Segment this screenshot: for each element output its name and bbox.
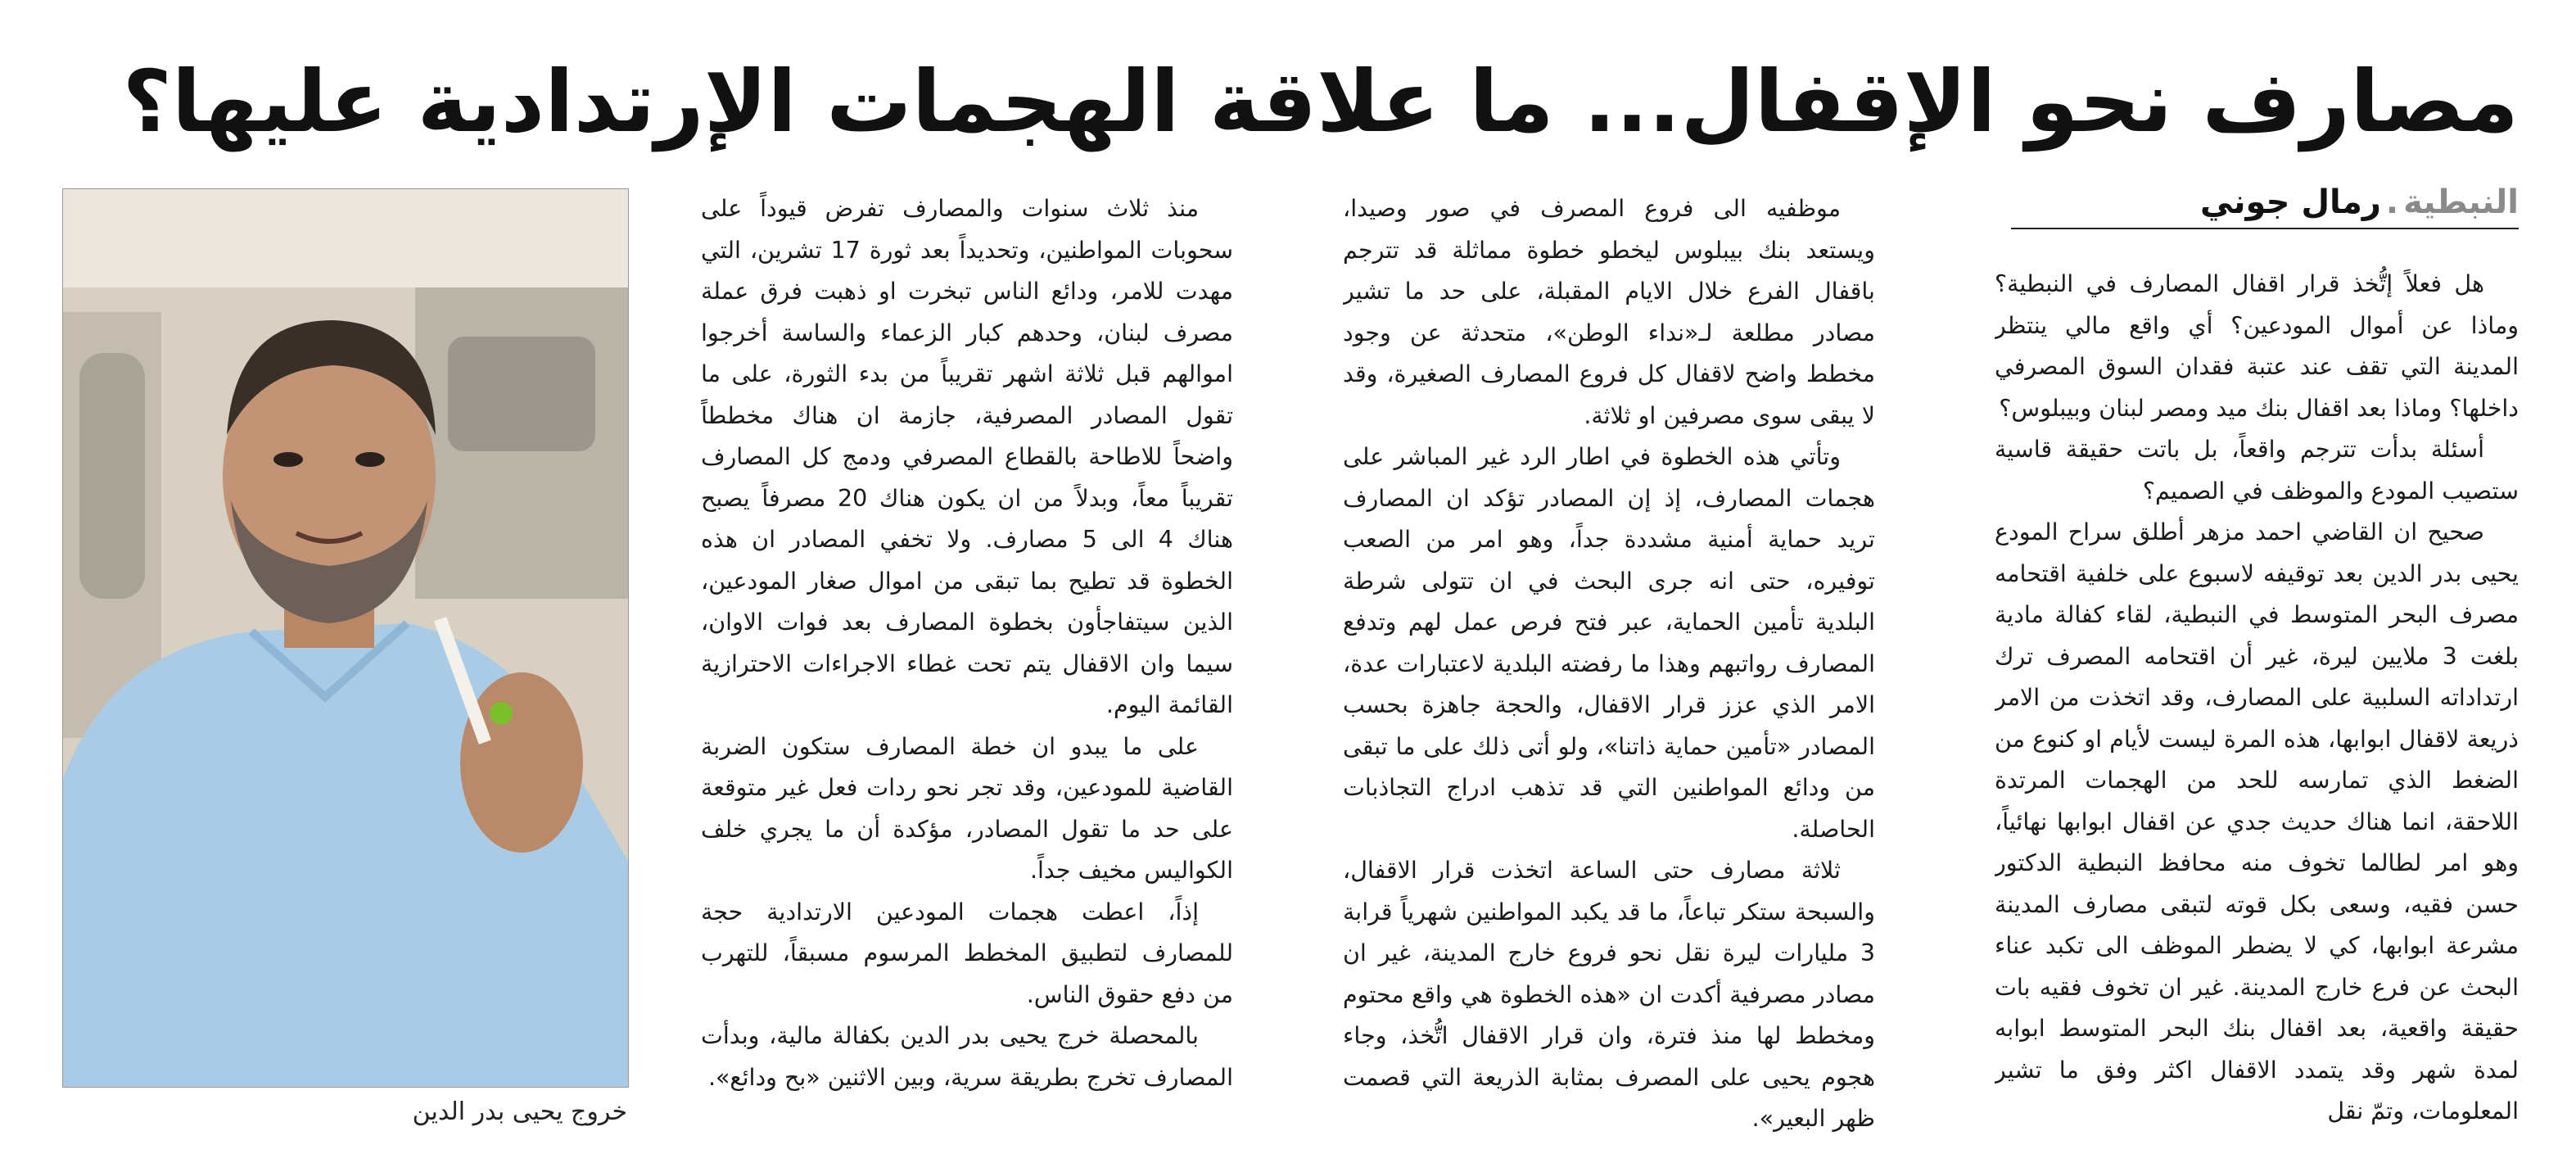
paragraph: أسئلة بدأت تترجم واقعاً، بل باتت حقيقة قاسية ستصيب المودع والموظف في الصميم؟ [1995, 436, 2519, 505]
paragraph: وتأتي هذه الخطوة في اطار الرد غير المباشر على هجمات المصارف، إذ إن المصادر تؤكد ان المصارف تريد حماية أمنية مشددة جداً، وهو امر من الصعب توفيره، حتى انه جرى البحث في ان تتولى شرطة البلدية تأمين الحماية، عبر فتح فرص عمل لهم وتدفع المصارف رواتبهم وهذا ما رفضته البلدية لاعتبارات عدة، الامر الذي عزز قرار الاقفال، والحجة جاهزة بحسب المصادر «تأمين حماية ذاتنا»، ولو أتى ذلك على ما تبقى من ودائع المواطنين التي قد تذهب ادراج التجاذبات الحاصلة. [1343, 443, 1875, 843]
article-column-3 [701, 188, 1233, 1148]
headline: مصارف نحو الإقفال... ما علاقة الهجمات الإرتدادية عليها؟ [122, 52, 2519, 152]
paragraph: على ما يبدو ان خطة المصارف ستكون الضربة القاضية للمودعين، وقد تجر نحو ردات فعل غير متوقعة على حد ما تقول المصادر، مؤكدة أن ما يجري خلف الكواليس مخيف جداً. [701, 732, 1233, 884]
article-column-1 [1995, 264, 2519, 1148]
paragraph: موظفيه الى فروع المصرف في صور وصيدا، ويستعد بنك بيبلوس ليخطو خطوة مماثلة قد تترجم باقفال الفرع خلال الايام المقبلة، على حد ما تشير مصادر مطلعة لـ«نداء الوطن»، متحدثة عن وجود مخطط واضح لاقفال كل فروع المصارف الصغيرة، وقد لا يبقى سوى مصرفين او ثلاثة. [1343, 195, 1875, 429]
paragraph: صحيح ان القاضي احمد مزهر أطلق سراح المودع يحيى بدر الدين بعد توقيفه لاسبوع على خلفية اقتحامه مصرف البحر المتوسط في النبطية، لقاء كفالة مادية بلغت 3 ملايين ليرة، غير أن اقتحامه المصرف ترك ارتداداته السلبية على المصارف، وقد اتخذت من الامر ذريعة لاقفال ابوابها، هذه المرة ليست لأيام او كنوع من الضغط الذي تمارسه للحد من الهجمات المرتدة اللاحقة، انما هناك حديث جدي عن اقفال ابوابها نهائياً، وهو امر لطالما تخوف منه محافظ النبطية الدكتور حسن فقيه، وسعى بكل قوته لتبقى مصارف المدينة مشرعة ابوابها، كي لا يضطر الموظف الى تكبد عناء البحث عن فرع خارج المدينة. غير ان تخوف فقيه بات حقيقة واقعية، بعد اقفال بنك البحر المتوسط ابوابه لمدة شهر وقد يتمدد الاقفال اكثر وفق ما تشير المعلومات، وتمّ نقل [1995, 518, 2519, 1125]
paragraph: ثلاثة مصارف حتى الساعة اتخذت قرار الاقفال، والسبحة ستكر تباعاً، ما قد يكبد المواطنين شهرياً قرابة 3 مليارات ليرة نقل نحو فروع خارج المدينة، غير ان مصادر مصرفية أكدت ان «هذه الخطوة هي واقع محتوم ومخطط لها منذ فترة، وان قرار الاقفال اتُّخذ، وجاء هجوم يحيى على المصرف بمثابة الذريعة التي قصمت ظهر البعير». [1343, 857, 1875, 1132]
paragraph: هل فعلاً إتُّخذ قرار اقفال المصارف في النبطية؟ وماذا عن أموال المودعين؟ أي واقع مالي ينتظر المدينة التي تقف عند عتبة فقدان السوق المصرفي داخلها؟ وماذا بعد اقفال بنك ميد ومصر لبنان وبيبلوس؟ [1995, 270, 2519, 422]
byline-author: رمال جوني [2200, 183, 2381, 221]
photo-illustration [63, 189, 628, 1087]
paragraph: منذ ثلاث سنوات والمصارف تفرض قيوداً على سحوبات المواطنين، وتحديداً بعد ثورة 17 تشرين، التي مهدت للامر، ودائع الناس تبخرت او ذهبت فرق عملة مصرف لبنان، وحدهم كبار الزعماء والساسة أخرجوا اموالهم قبل ثلاثة اشهر تقريباً من بدء الثورة، على ما تقول المصادر المصرفية، جازمة ان هناك مخططاً واضحاً للاطاحة بالقطاع المصرفي ودمج كل المصارف تقريباً معاً، وبدلاً من ان يكون هناك 20 مصرفاً يصبح هناك 4 الى 5 مصارف. ولا تخفي المصادر ان هذه الخطوة قد تطيح بما تبقى من اموال صغار المودعين، الذين سيتفاجأون بخطوة المصارف بعد فوات الاوان، سيما وان الاقفال يتم تحت غطاء الاجراءات الاحترازية القائمة اليوم. [701, 195, 1233, 718]
article-photo [62, 188, 629, 1088]
photo-caption: خروج يحيى بدر الدين [412, 1097, 627, 1126]
paragraph: بالمحصلة خرج يحيى بدر الدين بكفالة مالية، وبدأت المصارف تخرج بطريقة سرية، وبين الاثنين «بح ودائع». [701, 1022, 1233, 1091]
byline-place: النبطية [2403, 183, 2519, 221]
article-column-2 [1343, 188, 1875, 1148]
byline-separator: . [2385, 183, 2399, 221]
byline [2011, 183, 2519, 229]
paragraph: إذاً، اعطت هجمات المودعين الارتدادية حجة للمصارف لتطبيق المخطط المرسوم مسبقاً، للتهرب من دفع حقوق الناس. [701, 898, 1233, 1008]
